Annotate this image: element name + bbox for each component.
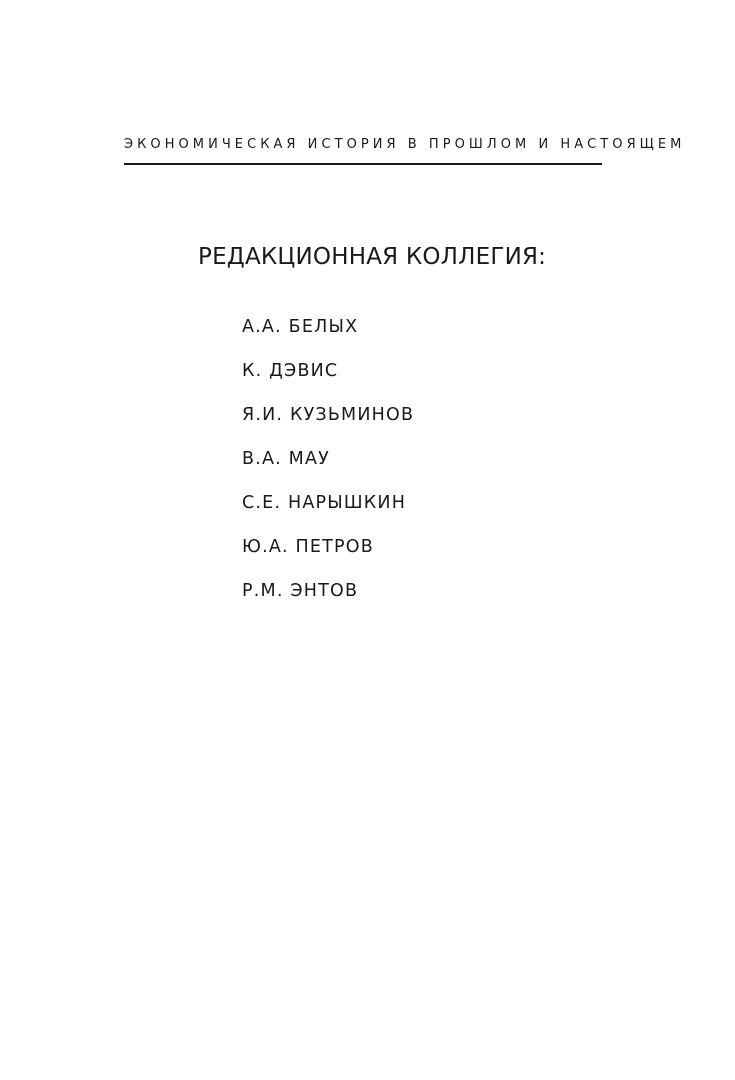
board-member: С.Е. НАРЫШКИН <box>242 493 407 513</box>
board-member: А.А. БЕЛЫХ <box>242 317 359 337</box>
editorial-board-list <box>242 316 414 624</box>
board-member: Ю.А. ПЕТРОВ <box>242 537 374 557</box>
editorial-board-heading: РЕДАКЦИОННАЯ КОЛЛЕГИЯ: <box>198 244 547 270</box>
header-rule <box>124 163 602 165</box>
board-member: К. ДЭВИС <box>242 361 339 381</box>
board-member: В.А. МАУ <box>242 449 330 469</box>
series-title: ЭКОНОМИЧЕСКАЯ ИСТОРИЯ В ПРОШЛОМ И НАСТОЯЩЕМ <box>124 137 686 152</box>
board-member: Р.М. ЭНТОВ <box>242 581 359 601</box>
board-member: Я.И. КУЗЬМИНОВ <box>242 405 415 425</box>
